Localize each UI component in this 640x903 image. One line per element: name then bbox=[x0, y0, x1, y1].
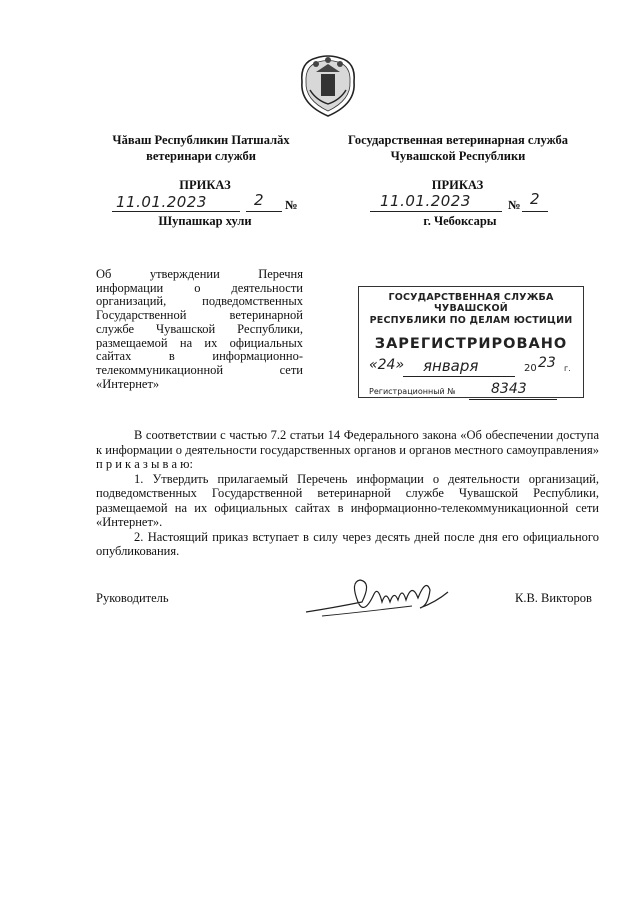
order-title-left: ПРИКАЗ bbox=[179, 178, 231, 192]
stamp-line2: РЕСПУБЛИКИ ПО ДЕЛАМ ЮСТИЦИИ bbox=[369, 315, 573, 326]
header-left-line1: Чăваш Республикин Патшалăх bbox=[112, 133, 290, 147]
header-right bbox=[338, 132, 578, 164]
order-date-right: 11.01.2023 bbox=[380, 192, 471, 210]
header-right-line1: Государственная ветеринарная служба bbox=[348, 133, 568, 147]
subject-line: организаций, подведомственных bbox=[96, 294, 303, 309]
header-right-line2: Чувашской Республики bbox=[390, 149, 526, 163]
stamp-year-unit: г. bbox=[564, 364, 571, 373]
signer-name: К.В. Викторов bbox=[515, 591, 592, 605]
stamp-year-prefix: 20 bbox=[524, 363, 537, 374]
order-date-left: 11.01.2023 bbox=[116, 193, 207, 211]
date-underline-right bbox=[370, 210, 502, 212]
order-number-left: 2 bbox=[254, 191, 265, 209]
order-body bbox=[96, 428, 599, 559]
city-left: Шупашкар хули bbox=[158, 214, 252, 228]
num-sign-right: № bbox=[508, 198, 521, 212]
stamp-month-underline bbox=[403, 375, 515, 377]
order-title-right: ПРИКАЗ bbox=[431, 178, 484, 192]
body-paragraph: 2. Настоящий приказ вступает в силу через десять дней после дня его официального опубликования. bbox=[96, 529, 599, 558]
signer-position: Руководитель bbox=[96, 591, 169, 605]
header-left-line2: ветеринари служби bbox=[146, 149, 256, 163]
stamp-reg-underline bbox=[469, 398, 557, 400]
emblem-icon bbox=[296, 52, 360, 118]
stamp-reg-label: Регистрационный № bbox=[369, 387, 456, 396]
subject-line: информации о деятельности bbox=[96, 280, 303, 295]
stamp-month: января bbox=[423, 357, 479, 375]
stamp-day: «24» bbox=[369, 357, 405, 373]
handwritten-signature bbox=[302, 572, 452, 622]
subject-line: телекоммуникационной сети bbox=[96, 362, 303, 377]
order-subject bbox=[96, 268, 303, 391]
num-sign-left: № bbox=[285, 198, 298, 212]
number-underline-left bbox=[246, 210, 282, 212]
subject-line: размещаемой на их официальных bbox=[96, 335, 303, 350]
subject-line: «Интернет» bbox=[96, 376, 160, 391]
header-left bbox=[96, 132, 306, 164]
subject-line: Об утверждении Перечня bbox=[96, 267, 303, 281]
order-number-right: 2 bbox=[530, 190, 541, 208]
stamp-date-row bbox=[359, 355, 583, 381]
subject-line: службе Чувашской Республики, bbox=[96, 321, 303, 336]
subject-line: сайтах в информационно- bbox=[96, 349, 303, 364]
body-paragraph: 1. Утвердить прилагаемый Перечень информации о деятельности организаций, подведомственных Государственной ветеринарной службе Чувашской Республики, размещаемой на их официальных сайтах в информационно-телекоммуникационной сети «Интернет». bbox=[96, 471, 599, 529]
number-underline-right bbox=[522, 210, 548, 212]
stamp-registered: ЗАРЕГИСТРИРОВАНО bbox=[374, 336, 568, 352]
stamp-reg-number: 8343 bbox=[491, 381, 527, 397]
subject-line: Государственной ветеринарной bbox=[96, 308, 303, 323]
stamp-reg-row bbox=[359, 381, 583, 401]
body-paragraph: В соответствии с частью 7.2 статьи 14 Федерального закона «Об обеспечении доступа к информации о деятельности государственных органов и органов местного самоуправления» п р и к а з ы в а ю: bbox=[96, 428, 599, 471]
date-underline-left bbox=[112, 210, 240, 212]
stamp-line1: ГОСУДАРСТВЕННАЯ СЛУЖБА ЧУВАШСКОЙ bbox=[388, 292, 554, 314]
stamp-year-suffix: 23 bbox=[538, 355, 556, 371]
registration-stamp bbox=[358, 286, 584, 398]
city-right: г. Чебоксары bbox=[423, 214, 497, 228]
